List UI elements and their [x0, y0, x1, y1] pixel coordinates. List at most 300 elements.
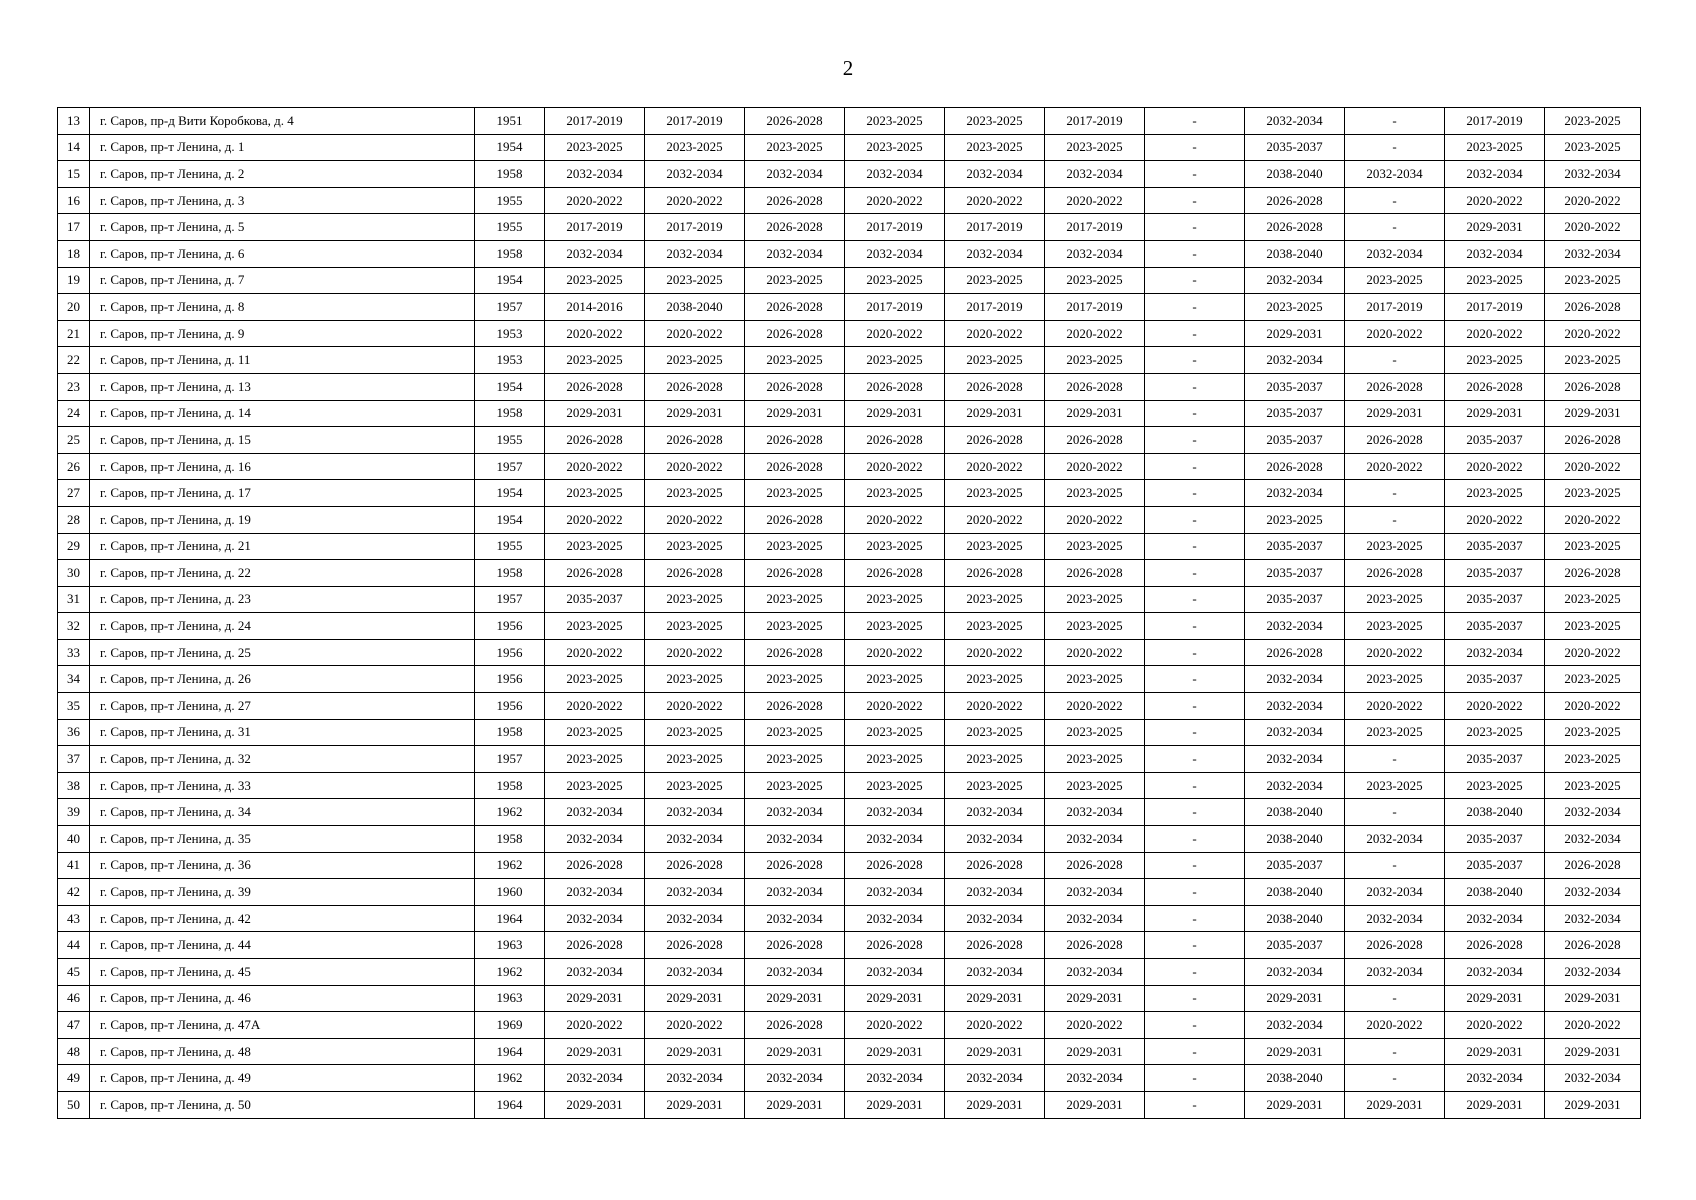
period-cell-6: 2023-2025 [1045, 719, 1145, 746]
period-cell-2: 2023-2025 [645, 746, 745, 773]
year-built-cell: 1962 [475, 1065, 545, 1092]
table-body [58, 108, 1641, 1119]
period-cell-2: 2032-2034 [645, 1065, 745, 1092]
table-row [58, 799, 1641, 826]
period-cell-2: 2017-2019 [645, 108, 745, 135]
period-cell-8: 2035-2037 [1245, 560, 1345, 587]
period-cell-9: 2023-2025 [1345, 772, 1445, 799]
period-cell-10: 2023-2025 [1445, 772, 1545, 799]
period-cell-8: 2026-2028 [1245, 214, 1345, 241]
period-cell-8: 2038-2040 [1245, 1065, 1345, 1092]
period-cell-4: 2020-2022 [845, 187, 945, 214]
period-cell-9: 2017-2019 [1345, 294, 1445, 321]
period-cell-10: 2023-2025 [1445, 347, 1545, 374]
period-cell-3: 2026-2028 [745, 187, 845, 214]
period-cell-11: 2026-2028 [1545, 852, 1641, 879]
period-cell-7: - [1145, 427, 1245, 454]
period-cell-2: 2023-2025 [645, 772, 745, 799]
period-cell-8: 2038-2040 [1245, 826, 1345, 853]
period-cell-8: 2029-2031 [1245, 320, 1345, 347]
period-cell-11: 2023-2025 [1545, 108, 1641, 135]
period-cell-2: 2032-2034 [645, 905, 745, 932]
period-cell-9: 2032-2034 [1345, 161, 1445, 188]
period-cell-1: 2029-2031 [545, 1038, 645, 1065]
period-cell-10: 2020-2022 [1445, 187, 1545, 214]
row-number-cell: 33 [58, 639, 90, 666]
period-cell-2: 2026-2028 [645, 373, 745, 400]
row-number-cell: 30 [58, 560, 90, 587]
period-cell-10: 2023-2025 [1445, 719, 1545, 746]
period-cell-4: 2026-2028 [845, 373, 945, 400]
period-cell-1: 2032-2034 [545, 879, 645, 906]
period-cell-2: 2032-2034 [645, 959, 745, 986]
table-row [58, 1038, 1641, 1065]
period-cell-3: 2026-2028 [745, 320, 845, 347]
period-cell-10: 2038-2040 [1445, 799, 1545, 826]
period-cell-2: 2032-2034 [645, 879, 745, 906]
row-number-cell: 34 [58, 666, 90, 693]
period-cell-7: - [1145, 320, 1245, 347]
period-cell-8: 2038-2040 [1245, 240, 1345, 267]
period-cell-6: 2020-2022 [1045, 693, 1145, 720]
table-row [58, 746, 1641, 773]
row-number-cell: 27 [58, 480, 90, 507]
address-cell: г. Саров, пр-т Ленина, д. 25 [90, 639, 475, 666]
period-cell-7: - [1145, 1091, 1245, 1118]
period-cell-11: 2023-2025 [1545, 480, 1641, 507]
period-cell-8: 2032-2034 [1245, 719, 1345, 746]
period-cell-6: 2023-2025 [1045, 267, 1145, 294]
period-cell-9: - [1345, 347, 1445, 374]
row-number-cell: 23 [58, 373, 90, 400]
period-cell-8: 2029-2031 [1245, 1091, 1345, 1118]
year-built-cell: 1958 [475, 240, 545, 267]
year-built-cell: 1964 [475, 1038, 545, 1065]
period-cell-4: 2032-2034 [845, 826, 945, 853]
period-cell-6: 2029-2031 [1045, 1091, 1145, 1118]
period-cell-8: 2038-2040 [1245, 879, 1345, 906]
period-cell-10: 2032-2034 [1445, 639, 1545, 666]
period-cell-9: 2023-2025 [1345, 267, 1445, 294]
period-cell-4: 2020-2022 [845, 639, 945, 666]
period-cell-8: 2032-2034 [1245, 666, 1345, 693]
table-row [58, 480, 1641, 507]
year-built-cell: 1963 [475, 985, 545, 1012]
year-built-cell: 1954 [475, 480, 545, 507]
period-cell-3: 2026-2028 [745, 506, 845, 533]
table-row [58, 240, 1641, 267]
table-row [58, 879, 1641, 906]
row-number-cell: 20 [58, 294, 90, 321]
period-cell-9: 2029-2031 [1345, 400, 1445, 427]
period-cell-4: 2026-2028 [845, 932, 945, 959]
period-cell-9: - [1345, 506, 1445, 533]
period-cell-1: 2029-2031 [545, 985, 645, 1012]
table-row [58, 134, 1641, 161]
table-row [58, 666, 1641, 693]
period-cell-3: 2023-2025 [745, 480, 845, 507]
year-built-cell: 1956 [475, 666, 545, 693]
year-built-cell: 1957 [475, 586, 545, 613]
row-number-cell: 15 [58, 161, 90, 188]
period-cell-11: 2026-2028 [1545, 932, 1641, 959]
period-cell-4: 2032-2034 [845, 1065, 945, 1092]
period-cell-9: - [1345, 134, 1445, 161]
period-cell-7: - [1145, 959, 1245, 986]
year-built-cell: 1955 [475, 427, 545, 454]
period-cell-9: - [1345, 1065, 1445, 1092]
row-number-cell: 19 [58, 267, 90, 294]
period-cell-11: 2023-2025 [1545, 613, 1641, 640]
period-cell-1: 2029-2031 [545, 1091, 645, 1118]
table-row [58, 453, 1641, 480]
period-cell-2: 2023-2025 [645, 267, 745, 294]
period-cell-5: 2032-2034 [945, 1065, 1045, 1092]
period-cell-5: 2032-2034 [945, 959, 1045, 986]
year-built-cell: 1954 [475, 134, 545, 161]
table-row [58, 719, 1641, 746]
period-cell-4: 2029-2031 [845, 1038, 945, 1065]
period-cell-1: 2032-2034 [545, 799, 645, 826]
period-cell-11: 2023-2025 [1545, 347, 1641, 374]
period-cell-1: 2023-2025 [545, 347, 645, 374]
address-cell: г. Саров, пр-т Ленина, д. 16 [90, 453, 475, 480]
year-built-cell: 1958 [475, 400, 545, 427]
period-cell-3: 2023-2025 [745, 613, 845, 640]
table-row [58, 852, 1641, 879]
address-cell: г. Саров, пр-т Ленина, д. 3 [90, 187, 475, 214]
period-cell-8: 2032-2034 [1245, 108, 1345, 135]
period-cell-1: 2020-2022 [545, 506, 645, 533]
period-cell-7: - [1145, 400, 1245, 427]
address-cell: г. Саров, пр-т Ленина, д. 24 [90, 613, 475, 640]
period-cell-6: 2032-2034 [1045, 905, 1145, 932]
year-built-cell: 1958 [475, 826, 545, 853]
period-cell-9: 2023-2025 [1345, 613, 1445, 640]
table-row [58, 1065, 1641, 1092]
period-cell-1: 2026-2028 [545, 852, 645, 879]
year-built-cell: 1951 [475, 108, 545, 135]
period-cell-3: 2023-2025 [745, 347, 845, 374]
period-cell-9: 2026-2028 [1345, 932, 1445, 959]
period-cell-11: 2023-2025 [1545, 533, 1641, 560]
period-cell-5: 2023-2025 [945, 613, 1045, 640]
period-cell-3: 2026-2028 [745, 294, 845, 321]
period-cell-1: 2020-2022 [545, 187, 645, 214]
period-cell-1: 2023-2025 [545, 533, 645, 560]
period-cell-9: 2032-2034 [1345, 879, 1445, 906]
period-cell-5: 2032-2034 [945, 826, 1045, 853]
period-cell-6: 2032-2034 [1045, 826, 1145, 853]
period-cell-3: 2023-2025 [745, 746, 845, 773]
table-row [58, 1012, 1641, 1039]
period-cell-3: 2026-2028 [745, 852, 845, 879]
address-cell: г. Саров, пр-т Ленина, д. 46 [90, 985, 475, 1012]
period-cell-9: 2023-2025 [1345, 719, 1445, 746]
address-cell: г. Саров, пр-т Ленина, д. 39 [90, 879, 475, 906]
period-cell-9: 2029-2031 [1345, 1091, 1445, 1118]
table-row [58, 905, 1641, 932]
period-cell-4: 2023-2025 [845, 586, 945, 613]
address-cell: г. Саров, пр-т Ленина, д. 33 [90, 772, 475, 799]
period-cell-4: 2032-2034 [845, 905, 945, 932]
period-cell-7: - [1145, 480, 1245, 507]
period-cell-2: 2020-2022 [645, 320, 745, 347]
table-row [58, 985, 1641, 1012]
period-cell-11: 2020-2022 [1545, 639, 1641, 666]
period-cell-6: 2020-2022 [1045, 187, 1145, 214]
period-cell-7: - [1145, 666, 1245, 693]
period-cell-3: 2026-2028 [745, 108, 845, 135]
period-cell-2: 2023-2025 [645, 586, 745, 613]
period-cell-9: 2026-2028 [1345, 560, 1445, 587]
period-cell-4: 2032-2034 [845, 879, 945, 906]
period-cell-11: 2023-2025 [1545, 772, 1641, 799]
period-cell-3: 2023-2025 [745, 772, 845, 799]
row-number-cell: 28 [58, 506, 90, 533]
year-built-cell: 1954 [475, 373, 545, 400]
period-cell-5: 2020-2022 [945, 506, 1045, 533]
period-cell-7: - [1145, 453, 1245, 480]
period-cell-11: 2032-2034 [1545, 1065, 1641, 1092]
period-cell-11: 2020-2022 [1545, 187, 1641, 214]
period-cell-7: - [1145, 852, 1245, 879]
period-cell-5: 2032-2034 [945, 905, 1045, 932]
period-cell-3: 2026-2028 [745, 693, 845, 720]
period-cell-11: 2032-2034 [1545, 161, 1641, 188]
year-built-cell: 1955 [475, 533, 545, 560]
period-cell-8: 2032-2034 [1245, 347, 1345, 374]
period-cell-1: 2032-2034 [545, 1065, 645, 1092]
period-cell-1: 2023-2025 [545, 267, 645, 294]
period-cell-3: 2023-2025 [745, 533, 845, 560]
period-cell-1: 2023-2025 [545, 134, 645, 161]
period-cell-5: 2032-2034 [945, 161, 1045, 188]
period-cell-7: - [1145, 161, 1245, 188]
period-cell-3: 2032-2034 [745, 879, 845, 906]
period-cell-9: 2020-2022 [1345, 693, 1445, 720]
table-row [58, 294, 1641, 321]
period-cell-4: 2026-2028 [845, 560, 945, 587]
period-cell-7: - [1145, 560, 1245, 587]
row-number-cell: 43 [58, 905, 90, 932]
period-cell-9: 2020-2022 [1345, 320, 1445, 347]
row-number-cell: 32 [58, 613, 90, 640]
row-number-cell: 48 [58, 1038, 90, 1065]
table-row [58, 108, 1641, 135]
period-cell-2: 2023-2025 [645, 613, 745, 640]
period-cell-6: 2020-2022 [1045, 453, 1145, 480]
address-cell: г. Саров, пр-т Ленина, д. 50 [90, 1091, 475, 1118]
period-cell-7: - [1145, 294, 1245, 321]
table-row [58, 267, 1641, 294]
period-cell-11: 2032-2034 [1545, 879, 1641, 906]
row-number-cell: 42 [58, 879, 90, 906]
year-built-cell: 1954 [475, 506, 545, 533]
period-cell-11: 2029-2031 [1545, 1091, 1641, 1118]
period-cell-4: 2026-2028 [845, 427, 945, 454]
year-built-cell: 1964 [475, 905, 545, 932]
row-number-cell: 47 [58, 1012, 90, 1039]
address-cell: г. Саров, пр-т Ленина, д. 19 [90, 506, 475, 533]
period-cell-6: 2023-2025 [1045, 480, 1145, 507]
period-cell-10: 2020-2022 [1445, 453, 1545, 480]
period-cell-2: 2023-2025 [645, 134, 745, 161]
period-cell-9: - [1345, 985, 1445, 1012]
year-built-cell: 1957 [475, 746, 545, 773]
row-number-cell: 18 [58, 240, 90, 267]
period-cell-6: 2020-2022 [1045, 320, 1145, 347]
period-cell-2: 2026-2028 [645, 560, 745, 587]
period-cell-3: 2026-2028 [745, 373, 845, 400]
period-cell-5: 2023-2025 [945, 586, 1045, 613]
period-cell-5: 2020-2022 [945, 187, 1045, 214]
period-cell-4: 2020-2022 [845, 506, 945, 533]
address-cell: г. Саров, пр-т Ленина, д. 2 [90, 161, 475, 188]
period-cell-10: 2035-2037 [1445, 613, 1545, 640]
period-cell-7: - [1145, 267, 1245, 294]
period-cell-7: - [1145, 746, 1245, 773]
table-row [58, 400, 1641, 427]
period-cell-5: 2026-2028 [945, 427, 1045, 454]
row-number-cell: 37 [58, 746, 90, 773]
period-cell-5: 2032-2034 [945, 799, 1045, 826]
address-cell: г. Саров, пр-т Ленина, д. 7 [90, 267, 475, 294]
period-cell-11: 2026-2028 [1545, 427, 1641, 454]
period-cell-4: 2023-2025 [845, 267, 945, 294]
address-cell: г. Саров, пр-т Ленина, д. 22 [90, 560, 475, 587]
period-cell-5: 2020-2022 [945, 1012, 1045, 1039]
period-cell-4: 2017-2019 [845, 214, 945, 241]
period-cell-5: 2023-2025 [945, 666, 1045, 693]
period-cell-11: 2020-2022 [1545, 506, 1641, 533]
period-cell-6: 2017-2019 [1045, 294, 1145, 321]
period-cell-1: 2023-2025 [545, 719, 645, 746]
period-cell-7: - [1145, 932, 1245, 959]
period-cell-1: 2017-2019 [545, 214, 645, 241]
period-cell-3: 2026-2028 [745, 932, 845, 959]
period-cell-2: 2017-2019 [645, 214, 745, 241]
period-cell-11: 2023-2025 [1545, 746, 1641, 773]
period-cell-8: 2032-2034 [1245, 746, 1345, 773]
row-number-cell: 25 [58, 427, 90, 454]
period-cell-2: 2020-2022 [645, 187, 745, 214]
period-cell-11: 2032-2034 [1545, 959, 1641, 986]
period-cell-11: 2032-2034 [1545, 826, 1641, 853]
year-built-cell: 1954 [475, 267, 545, 294]
period-cell-9: 2020-2022 [1345, 639, 1445, 666]
period-cell-5: 2017-2019 [945, 294, 1045, 321]
period-cell-9: - [1345, 480, 1445, 507]
row-number-cell: 16 [58, 187, 90, 214]
year-built-cell: 1956 [475, 693, 545, 720]
address-cell: г. Саров, пр-т Ленина, д. 15 [90, 427, 475, 454]
period-cell-6: 2032-2034 [1045, 240, 1145, 267]
period-cell-6: 2023-2025 [1045, 613, 1145, 640]
period-cell-4: 2020-2022 [845, 320, 945, 347]
period-cell-8: 2032-2034 [1245, 613, 1345, 640]
period-cell-4: 2032-2034 [845, 959, 945, 986]
period-cell-5: 2026-2028 [945, 932, 1045, 959]
period-cell-6: 2017-2019 [1045, 108, 1145, 135]
address-cell: г. Саров, пр-т Ленина, д. 14 [90, 400, 475, 427]
period-cell-3: 2032-2034 [745, 959, 845, 986]
year-built-cell: 1969 [475, 1012, 545, 1039]
period-cell-3: 2032-2034 [745, 905, 845, 932]
row-number-cell: 38 [58, 772, 90, 799]
period-cell-3: 2032-2034 [745, 1065, 845, 1092]
period-cell-3: 2026-2028 [745, 560, 845, 587]
period-cell-6: 2026-2028 [1045, 373, 1145, 400]
row-number-cell: 45 [58, 959, 90, 986]
table-row [58, 586, 1641, 613]
period-cell-2: 2023-2025 [645, 480, 745, 507]
period-cell-5: 2020-2022 [945, 320, 1045, 347]
period-cell-7: - [1145, 506, 1245, 533]
address-cell: г. Саров, пр-т Ленина, д. 5 [90, 214, 475, 241]
period-cell-2: 2026-2028 [645, 852, 745, 879]
period-cell-1: 2023-2025 [545, 480, 645, 507]
period-cell-10: 2026-2028 [1445, 373, 1545, 400]
period-cell-11: 2023-2025 [1545, 719, 1641, 746]
period-cell-5: 2029-2031 [945, 1091, 1045, 1118]
year-built-cell: 1958 [475, 719, 545, 746]
table-row [58, 639, 1641, 666]
period-cell-8: 2035-2037 [1245, 400, 1345, 427]
period-cell-1: 2023-2025 [545, 666, 645, 693]
period-cell-8: 2023-2025 [1245, 506, 1345, 533]
row-number-cell: 44 [58, 932, 90, 959]
period-cell-2: 2032-2034 [645, 240, 745, 267]
period-cell-2: 2020-2022 [645, 453, 745, 480]
period-cell-6: 2023-2025 [1045, 666, 1145, 693]
row-number-cell: 22 [58, 347, 90, 374]
period-cell-3: 2026-2028 [745, 1012, 845, 1039]
period-cell-4: 2020-2022 [845, 453, 945, 480]
row-number-cell: 29 [58, 533, 90, 560]
period-cell-7: - [1145, 985, 1245, 1012]
year-built-cell: 1956 [475, 613, 545, 640]
period-cell-10: 2035-2037 [1445, 560, 1545, 587]
period-cell-10: 2035-2037 [1445, 852, 1545, 879]
table-row [58, 427, 1641, 454]
period-cell-6: 2020-2022 [1045, 1012, 1145, 1039]
row-number-cell: 31 [58, 586, 90, 613]
period-cell-5: 2020-2022 [945, 453, 1045, 480]
period-cell-5: 2026-2028 [945, 560, 1045, 587]
row-number-cell: 50 [58, 1091, 90, 1118]
period-cell-10: 2020-2022 [1445, 1012, 1545, 1039]
period-cell-10: 2017-2019 [1445, 294, 1545, 321]
period-cell-4: 2029-2031 [845, 400, 945, 427]
address-cell: г. Саров, пр-т Ленина, д. 36 [90, 852, 475, 879]
table-row [58, 214, 1641, 241]
period-cell-1: 2020-2022 [545, 320, 645, 347]
address-cell: г. Саров, пр-д Вити Коробкова, д. 4 [90, 108, 475, 135]
row-number-cell: 21 [58, 320, 90, 347]
period-cell-3: 2029-2031 [745, 400, 845, 427]
period-cell-7: - [1145, 639, 1245, 666]
period-cell-1: 2032-2034 [545, 240, 645, 267]
period-cell-8: 2035-2037 [1245, 134, 1345, 161]
period-cell-10: 2035-2037 [1445, 427, 1545, 454]
period-cell-1: 2026-2028 [545, 427, 645, 454]
period-cell-6: 2029-2031 [1045, 1038, 1145, 1065]
period-cell-7: - [1145, 1012, 1245, 1039]
period-cell-8: 2038-2040 [1245, 905, 1345, 932]
period-cell-1: 2020-2022 [545, 453, 645, 480]
period-cell-3: 2032-2034 [745, 240, 845, 267]
